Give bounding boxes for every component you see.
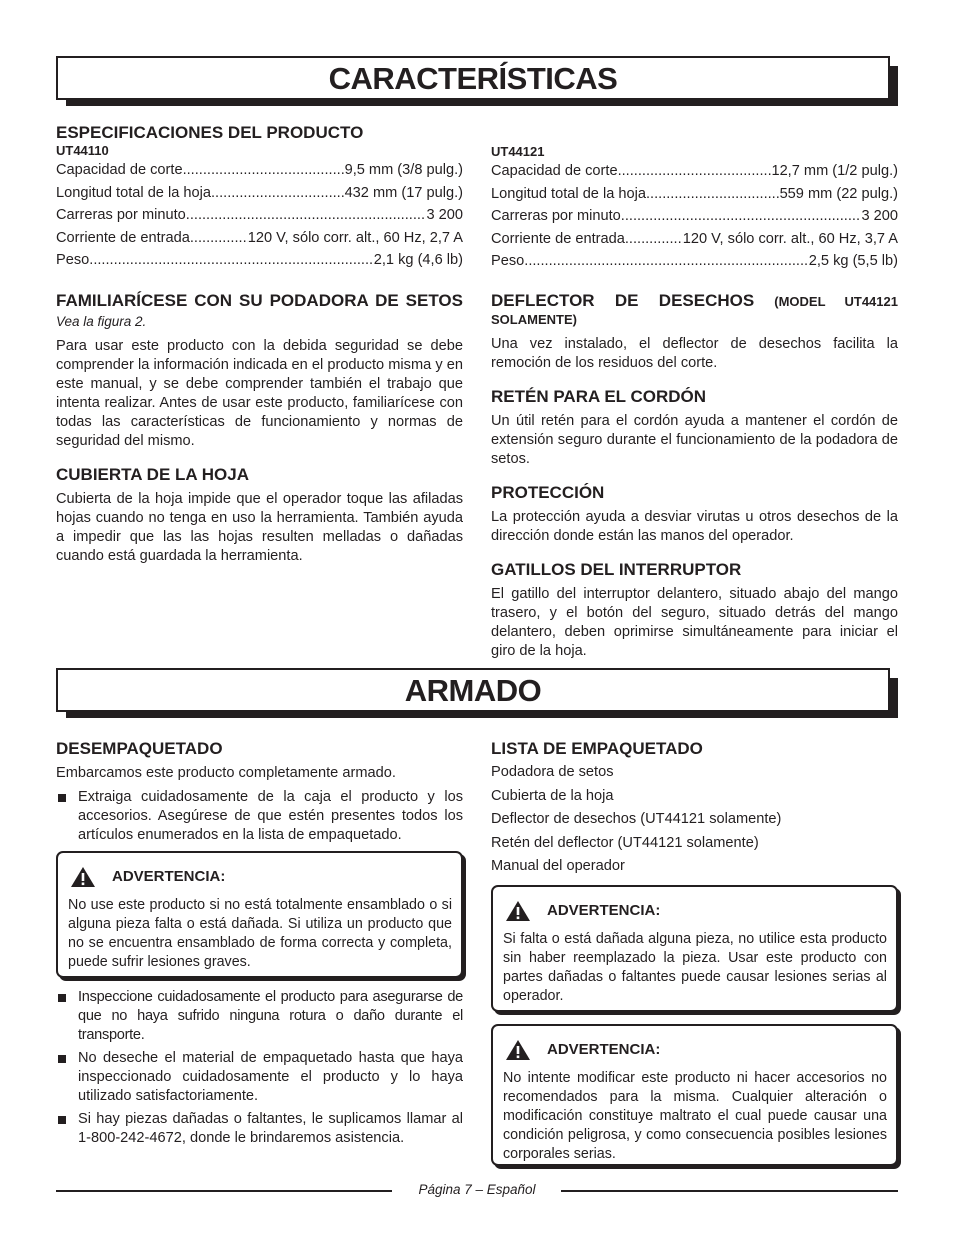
guard-body: La protección ayuda a desviar virutas u otros desechos de la dirección donde están las manos del operador. <box>491 508 898 544</box>
familiarize-body: Para usar este producto con la debida seguridad se debe comprender la información indicada en el producto misma y en este manual, y se debe comprender también el trabajo que intenta realizar. Antes de usar este producto, familiarícese con todas las características de funcionamiento y normas de seguridad del mismo. <box>56 337 463 449</box>
list-item: Manual del operador <box>491 858 625 874</box>
packing-list-heading: LISTA DE EMPAQUETADO <box>491 739 703 758</box>
warning-body: No intente modificar este producto ni hacer accesorios no recomendados para la misma. Cualquier alteración o modificación constituye maltrato el cual puede causar una condición peligrosa, y como consecuencia posibles lesiones corporales serias. <box>503 1070 887 1162</box>
warning-title: ADVERTENCIA: <box>70 866 225 888</box>
blade-cover-body: Cubierta de la hoja impide que el operador toque las afiladas hojas cuando no tenga en uso la herramienta. También ayuda a impedir que las las hojas resulten melladas o dañadas cuando está guardada la herramienta. <box>56 490 463 564</box>
spec-row: Longitud total de la hoja ..... 559 mm (22 pulg.) <box>491 183 898 206</box>
right-column-features <box>491 144 898 661</box>
figure-reference: Vea la figura 2. <box>56 313 147 329</box>
warning-box-3 <box>491 1024 898 1166</box>
armado-title: ARMADO <box>56 668 890 712</box>
page-footer: Página 7 – Español <box>418 1182 536 1197</box>
armado-banner <box>56 668 898 718</box>
spec-row: Longitud total de la hoja ..... 432 mm (17 pulg.) <box>56 182 463 205</box>
spec-row: Corriente de entrada ..... 120 V, sólo corr. alt., 60 Hz, 3,7 A <box>491 228 898 251</box>
list-item: Cubierta de la hoja <box>491 787 614 804</box>
specs-heading: ESPECIFICACIONES DEL PRODUCTO <box>56 123 364 142</box>
warning-title: ADVERTENCIA: <box>505 900 660 922</box>
triggers-body: El gatillo del interruptor delantero, situado abajo del mango trasero, y el botón del seguro, situado detrás del mango delantero, deben oprimirse simultáneamente para iniciar el giro de la hoja. <box>491 585 898 659</box>
warning-triangle-icon <box>70 866 96 888</box>
unpacking-section <box>56 738 463 845</box>
list-item: Podadora de setos <box>491 764 614 780</box>
spec-row: Peso ..... 2,5 kg (5,5 lb) <box>491 250 898 273</box>
spec-row: Capacidad de corte ..... 9,5 mm (3/8 pulg.) <box>56 159 463 182</box>
warning-title: ADVERTENCIA: <box>505 1039 660 1061</box>
left-column-features <box>56 122 463 566</box>
left-spec-list <box>56 159 463 272</box>
packing-list <box>491 761 898 879</box>
warning-triangle-icon <box>505 900 531 922</box>
spec-row: Carreras por minuto ..... 3 200 <box>56 204 463 227</box>
list-item: No deseche el material de empaquetado hasta que haya inspeccionado cuidadosamente el producto y lo haya utilizado satisfactoriamente. <box>56 1049 463 1106</box>
spec-row: Peso ..... 2,1 kg (4,6 lb) <box>56 249 463 272</box>
blade-cover-heading: CUBIERTA DE LA HOJA <box>56 464 249 484</box>
warning-triangle-icon <box>505 1039 531 1061</box>
list-item: Si hay piezas dañadas o faltantes, le suplicamos llamar al 1-800-242-4672, donde le brindaremos asistencia. <box>56 1110 463 1148</box>
list-item: Inspeccione cuidadosamente el producto para asegurarse de que no haya sufrido ninguna rotura o daño durante el transporte. <box>56 988 463 1045</box>
list-item: Extraiga cuidadosamente de la caja el producto y los accesorios. Asegúrese de que estén presentes todos los artículos enumerados en la lista de empaquetado. <box>56 788 463 845</box>
right-spec-list <box>491 160 898 273</box>
right-model: UT44121 <box>491 144 545 159</box>
warning-box-2 <box>491 885 898 1012</box>
triggers-heading: GATILLOS DEL INTERRUPTOR <box>491 559 742 579</box>
unpacking-heading: DESEMPAQUETADO <box>56 739 223 758</box>
deflector-heading-note: SOLAMENTE) <box>491 311 577 327</box>
spec-row: Capacidad de corte ..... 12,7 mm (1/2 pulg.) <box>491 160 898 183</box>
caracteristicas-title: CARACTERÍSTICAS <box>56 56 890 100</box>
warning-body: No use este producto si no está totalmente ensamblado o si alguna pieza falta o está dañada. Si utiliza un producto que no se encuentra ensamblado de forma correcta y completa, puede sufrir lesiones graves. <box>68 897 452 970</box>
deflector-heading: DEFLECTOR DE DESECHOS (MODEL UT44121 <box>491 290 898 310</box>
cord-retainer-body: Un útil retén para el cordón ayuda a mantener el cordón de extensión seguro durante el funcionamiento de la podadora de setos. <box>491 412 898 467</box>
warning-body: Si falta o está dañada alguna pieza, no utilice esta producto sin haber reemplazado la pieza. Usar este producto con partes dañadas o faltantes puede causar lesiones serias al operador. <box>503 931 887 1004</box>
cord-retainer-heading: RETÉN PARA EL CORDÓN <box>491 386 707 406</box>
unpacking-intro: Embarcamos este producto completamente armado. <box>56 765 396 781</box>
spec-row: Carreras por minuto ..... 3 200 <box>491 205 898 228</box>
familiarize-heading: FAMILIARÍCESE CON SU PODADORA DE SETOS <box>56 290 463 310</box>
unpacking-bullets <box>56 988 463 1148</box>
deflector-body: Una vez instalado, el deflector de desechos facilita la remoción de los residuos del corte. <box>491 335 898 371</box>
spec-row: Corriente de entrada ..... 120 V, sólo corr. alt., 60 Hz, 2,7 A <box>56 227 463 250</box>
left-model: UT44110 <box>56 143 109 158</box>
caracteristicas-banner <box>56 56 898 106</box>
guard-heading: PROTECCIÓN <box>491 482 605 502</box>
list-item: Deflector de desechos (UT44121 solamente) <box>491 811 782 827</box>
packing-list-section <box>491 738 898 879</box>
list-item: Retén del deflector (UT44121 solamente) <box>491 834 759 851</box>
warning-box-1 <box>56 851 463 978</box>
